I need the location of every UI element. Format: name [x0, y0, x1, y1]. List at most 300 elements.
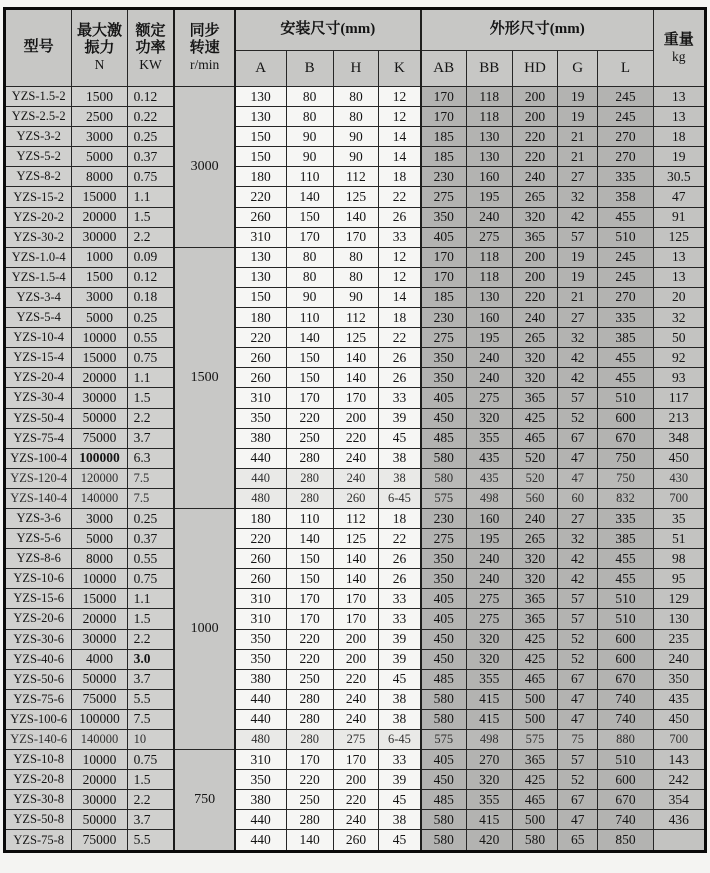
cell-power: 7.5: [127, 488, 174, 508]
cell-bb: 118: [466, 87, 512, 107]
cell-g: 47: [558, 448, 598, 468]
cell-k: 33: [379, 589, 421, 609]
cell-h: 170: [333, 609, 378, 629]
cell-bb: 320: [466, 408, 512, 428]
cell-hd: 500: [512, 709, 557, 729]
cell-bb: 355: [466, 790, 512, 810]
cell-bb: 275: [466, 388, 512, 408]
cell-power: 1.5: [127, 770, 174, 790]
cell-b: 140: [286, 529, 333, 549]
cell-power: 0.75: [127, 569, 174, 589]
cell-bb: 240: [466, 368, 512, 388]
cell-force: 20000: [72, 770, 127, 790]
cell-power: 3.7: [127, 428, 174, 448]
cell-l: 740: [598, 709, 653, 729]
cell-force: 3000: [72, 508, 127, 528]
cell-l: 510: [598, 609, 653, 629]
cell-speed: 1500: [174, 247, 234, 508]
table-row: [5, 348, 706, 368]
cell-bb: 130: [466, 147, 512, 167]
cell-kg: 92: [653, 348, 705, 368]
cell-l: 832: [598, 488, 653, 508]
cell-ab: 580: [421, 448, 466, 468]
cell-b: 170: [286, 609, 333, 629]
cell-kg: 13: [653, 87, 705, 107]
cell-k: 26: [379, 348, 421, 368]
cell-l: 670: [598, 428, 653, 448]
cell-hd: 365: [512, 750, 557, 770]
cell-kg: 117: [653, 388, 705, 408]
cell-a: 260: [235, 549, 286, 569]
cell-g: 27: [558, 508, 598, 528]
cell-h: 140: [333, 569, 378, 589]
cell-kg: 51: [653, 529, 705, 549]
cell-bb: 275: [466, 227, 512, 247]
cell-l: 455: [598, 207, 653, 227]
cell-ab: 185: [421, 127, 466, 147]
cell-a: 130: [235, 107, 286, 127]
cell-a: 260: [235, 368, 286, 388]
cell-power: 1.5: [127, 388, 174, 408]
cell-hd: 220: [512, 287, 557, 307]
cell-h: 260: [333, 830, 378, 851]
cell-a: 220: [235, 529, 286, 549]
cell-power: 0.75: [127, 750, 174, 770]
cell-k: 39: [379, 408, 421, 428]
header-col-l: L: [598, 51, 653, 87]
cell-bb: 240: [466, 348, 512, 368]
cell-model: YZS-30-8: [5, 790, 72, 810]
cell-model: YZS-5-4: [5, 308, 72, 328]
cell-g: 57: [558, 227, 598, 247]
cell-g: 42: [558, 207, 598, 227]
cell-hd: 200: [512, 107, 557, 127]
cell-force: 15000: [72, 187, 127, 207]
cell-k: 18: [379, 508, 421, 528]
header-col-a: A: [235, 51, 286, 87]
cell-h: 80: [333, 267, 378, 287]
table-header: [5, 9, 706, 87]
cell-b: 220: [286, 649, 333, 669]
cell-model: YZS-75-8: [5, 830, 72, 851]
cell-ab: 350: [421, 549, 466, 569]
cell-ab: 580: [421, 810, 466, 830]
cell-force: 75000: [72, 830, 127, 851]
cell-power: 0.55: [127, 549, 174, 569]
cell-bb: 275: [466, 609, 512, 629]
cell-model: YZS-40-6: [5, 649, 72, 669]
cell-force: 30000: [72, 388, 127, 408]
table-row: [5, 328, 706, 348]
cell-model: YZS-50-4: [5, 408, 72, 428]
cell-model: YZS-100-4: [5, 448, 72, 468]
cell-g: 52: [558, 629, 598, 649]
cell-ab: 450: [421, 408, 466, 428]
header-col-hd: HD: [512, 51, 557, 87]
cell-b: 170: [286, 388, 333, 408]
cell-bb: 498: [466, 730, 512, 750]
cell-g: 60: [558, 488, 598, 508]
table-row: [5, 107, 706, 127]
cell-kg: 18: [653, 127, 705, 147]
cell-h: 140: [333, 207, 378, 227]
cell-power: 1.1: [127, 368, 174, 388]
cell-force: 120000: [72, 468, 127, 488]
cell-power: 1.1: [127, 187, 174, 207]
cell-l: 455: [598, 549, 653, 569]
cell-g: 21: [558, 127, 598, 147]
cell-force: 1500: [72, 267, 127, 287]
cell-a: 180: [235, 167, 286, 187]
cell-a: 180: [235, 508, 286, 528]
cell-a: 220: [235, 328, 286, 348]
cell-ab: 170: [421, 267, 466, 287]
cell-h: 220: [333, 669, 378, 689]
cell-a: 440: [235, 468, 286, 488]
cell-ab: 580: [421, 468, 466, 488]
cell-l: 740: [598, 810, 653, 830]
header-model: 型号: [5, 9, 72, 87]
cell-force: 50000: [72, 408, 127, 428]
cell-hd: 520: [512, 468, 557, 488]
table-row: [5, 247, 706, 267]
cell-model: YZS-15-4: [5, 348, 72, 368]
cell-model: YZS-5-2: [5, 147, 72, 167]
cell-a: 440: [235, 448, 286, 468]
cell-b: 220: [286, 408, 333, 428]
table-row: [5, 790, 706, 810]
cell-force: 3000: [72, 287, 127, 307]
cell-b: 140: [286, 187, 333, 207]
cell-h: 80: [333, 87, 378, 107]
cell-power: 7.5: [127, 468, 174, 488]
cell-l: 750: [598, 448, 653, 468]
header-sync-speed: 同步 转速 r/min: [174, 9, 234, 87]
cell-model: YZS-3-6: [5, 508, 72, 528]
cell-l: 510: [598, 750, 653, 770]
cell-k: 6-45: [379, 488, 421, 508]
cell-bb: 195: [466, 328, 512, 348]
cell-bb: 160: [466, 508, 512, 528]
header-rated-power: 额定 功率 KW: [127, 9, 174, 87]
cell-k: 33: [379, 609, 421, 629]
cell-a: 150: [235, 287, 286, 307]
cell-g: 42: [558, 569, 598, 589]
cell-bb: 130: [466, 127, 512, 147]
cell-h: 140: [333, 368, 378, 388]
cell-ab: 580: [421, 709, 466, 729]
cell-force: 2500: [72, 107, 127, 127]
table-row: [5, 408, 706, 428]
cell-l: 880: [598, 730, 653, 750]
cell-kg: 47: [653, 187, 705, 207]
table-row: [5, 287, 706, 307]
cell-k: 22: [379, 187, 421, 207]
cell-power: 0.75: [127, 167, 174, 187]
table-row: [5, 187, 706, 207]
cell-model: YZS-5-6: [5, 529, 72, 549]
cell-ab: 485: [421, 428, 466, 448]
cell-hd: 220: [512, 147, 557, 167]
cell-ab: 185: [421, 287, 466, 307]
cell-a: 480: [235, 730, 286, 750]
cell-k: 12: [379, 267, 421, 287]
cell-kg: 13: [653, 107, 705, 127]
cell-kg: 436: [653, 810, 705, 830]
cell-b: 80: [286, 247, 333, 267]
cell-a: 440: [235, 810, 286, 830]
cell-model: YZS-10-4: [5, 328, 72, 348]
cell-k: 38: [379, 810, 421, 830]
cell-k: 45: [379, 830, 421, 851]
cell-g: 47: [558, 468, 598, 488]
cell-b: 150: [286, 569, 333, 589]
cell-b: 220: [286, 629, 333, 649]
table-body: [5, 87, 706, 852]
table-row: [5, 368, 706, 388]
cell-h: 240: [333, 709, 378, 729]
cell-hd: 320: [512, 549, 557, 569]
cell-l: 270: [598, 287, 653, 307]
cell-b: 280: [286, 709, 333, 729]
cell-force: 4000: [72, 649, 127, 669]
cell-h: 275: [333, 730, 378, 750]
cell-g: 57: [558, 589, 598, 609]
header-col-k: K: [379, 51, 421, 87]
cell-model: YZS-1.5-2: [5, 87, 72, 107]
cell-h: 112: [333, 308, 378, 328]
cell-power: 0.09: [127, 247, 174, 267]
cell-power: 0.22: [127, 107, 174, 127]
cell-k: 18: [379, 167, 421, 187]
cell-bb: 435: [466, 448, 512, 468]
header-weight: 重量 kg: [653, 9, 705, 87]
cell-kg: 13: [653, 247, 705, 267]
cell-b: 150: [286, 549, 333, 569]
cell-a: 260: [235, 207, 286, 227]
cell-g: 67: [558, 428, 598, 448]
cell-l: 385: [598, 529, 653, 549]
cell-ab: 485: [421, 790, 466, 810]
cell-force: 100000: [72, 709, 127, 729]
cell-ab: 405: [421, 227, 466, 247]
cell-h: 200: [333, 408, 378, 428]
table-row: [5, 468, 706, 488]
cell-force: 3000: [72, 127, 127, 147]
cell-g: 47: [558, 810, 598, 830]
cell-l: 740: [598, 689, 653, 709]
cell-power: 2.2: [127, 227, 174, 247]
cell-power: 0.37: [127, 529, 174, 549]
cell-hd: 200: [512, 247, 557, 267]
cell-g: 57: [558, 750, 598, 770]
cell-a: 130: [235, 87, 286, 107]
cell-h: 90: [333, 287, 378, 307]
cell-kg: 700: [653, 730, 705, 750]
cell-hd: 465: [512, 790, 557, 810]
header-col-h: H: [333, 51, 378, 87]
cell-power: 1.5: [127, 207, 174, 227]
table-row: [5, 508, 706, 528]
cell-h: 200: [333, 649, 378, 669]
cell-power: 0.18: [127, 287, 174, 307]
cell-g: 52: [558, 408, 598, 428]
cell-force: 5000: [72, 308, 127, 328]
cell-l: 245: [598, 87, 653, 107]
cell-kg: 350: [653, 669, 705, 689]
cell-a: 380: [235, 669, 286, 689]
table-row: [5, 709, 706, 729]
cell-b: 280: [286, 810, 333, 830]
cell-power: 2.2: [127, 629, 174, 649]
cell-h: 260: [333, 488, 378, 508]
cell-g: 27: [558, 167, 598, 187]
cell-b: 90: [286, 287, 333, 307]
cell-force: 5000: [72, 147, 127, 167]
cell-b: 150: [286, 207, 333, 227]
cell-l: 270: [598, 147, 653, 167]
cell-a: 350: [235, 629, 286, 649]
cell-speed: 3000: [174, 87, 234, 248]
cell-power: 1.5: [127, 609, 174, 629]
header-col-ab: AB: [421, 51, 466, 87]
cell-l: 335: [598, 308, 653, 328]
cell-force: 30000: [72, 629, 127, 649]
cell-hd: 365: [512, 227, 557, 247]
cell-l: 670: [598, 790, 653, 810]
cell-l: 270: [598, 127, 653, 147]
cell-model: YZS-75-6: [5, 689, 72, 709]
table-row: [5, 569, 706, 589]
cell-k: 33: [379, 388, 421, 408]
cell-h: 80: [333, 247, 378, 267]
cell-k: 45: [379, 669, 421, 689]
cell-model: YZS-15-6: [5, 589, 72, 609]
cell-h: 240: [333, 468, 378, 488]
cell-ab: 350: [421, 368, 466, 388]
cell-kg: 450: [653, 709, 705, 729]
cell-hd: 365: [512, 589, 557, 609]
table-row: [5, 207, 706, 227]
table-row: [5, 629, 706, 649]
cell-force: 20000: [72, 207, 127, 227]
cell-hd: 575: [512, 730, 557, 750]
cell-kg: 348: [653, 428, 705, 448]
cell-k: 18: [379, 308, 421, 328]
cell-ab: 580: [421, 689, 466, 709]
cell-kg: 235: [653, 629, 705, 649]
cell-force: 30000: [72, 790, 127, 810]
cell-hd: 240: [512, 308, 557, 328]
table-row: [5, 589, 706, 609]
cell-l: 335: [598, 167, 653, 187]
cell-h: 140: [333, 348, 378, 368]
cell-hd: 500: [512, 689, 557, 709]
cell-hd: 560: [512, 488, 557, 508]
cell-a: 350: [235, 408, 286, 428]
cell-hd: 425: [512, 408, 557, 428]
cell-b: 110: [286, 508, 333, 528]
cell-ab: 275: [421, 328, 466, 348]
cell-h: 170: [333, 589, 378, 609]
table-row: [5, 488, 706, 508]
cell-bb: 320: [466, 629, 512, 649]
cell-hd: 240: [512, 167, 557, 187]
cell-a: 310: [235, 750, 286, 770]
cell-model: YZS-75-4: [5, 428, 72, 448]
cell-force: 1500: [72, 87, 127, 107]
cell-b: 90: [286, 127, 333, 147]
cell-kg: 435: [653, 689, 705, 709]
cell-model: YZS-30-2: [5, 227, 72, 247]
cell-l: 600: [598, 770, 653, 790]
cell-b: 80: [286, 87, 333, 107]
cell-force: 50000: [72, 810, 127, 830]
cell-b: 280: [286, 488, 333, 508]
cell-hd: 320: [512, 569, 557, 589]
cell-bb: 435: [466, 468, 512, 488]
cell-kg: 91: [653, 207, 705, 227]
cell-h: 112: [333, 508, 378, 528]
cell-kg: 450: [653, 448, 705, 468]
cell-g: 21: [558, 287, 598, 307]
header-outline-dims: 外形尺寸(mm): [421, 9, 653, 51]
table-row: [5, 87, 706, 107]
cell-a: 150: [235, 127, 286, 147]
cell-g: 47: [558, 709, 598, 729]
cell-power: 2.2: [127, 790, 174, 810]
cell-kg: 354: [653, 790, 705, 810]
table-row: [5, 267, 706, 287]
spec-table: [3, 7, 707, 853]
cell-hd: 425: [512, 649, 557, 669]
cell-force: 8000: [72, 549, 127, 569]
cell-model: YZS-100-6: [5, 709, 72, 729]
cell-kg: 213: [653, 408, 705, 428]
cell-b: 170: [286, 227, 333, 247]
cell-model: YZS-30-4: [5, 388, 72, 408]
cell-h: 90: [333, 127, 378, 147]
cell-k: 38: [379, 448, 421, 468]
cell-l: 358: [598, 187, 653, 207]
cell-g: 32: [558, 187, 598, 207]
cell-a: 310: [235, 589, 286, 609]
cell-b: 250: [286, 428, 333, 448]
cell-kg: 700: [653, 488, 705, 508]
cell-power: 2.2: [127, 408, 174, 428]
cell-bb: 240: [466, 569, 512, 589]
cell-l: 510: [598, 388, 653, 408]
cell-kg: [653, 830, 705, 851]
cell-b: 140: [286, 328, 333, 348]
table-row: [5, 730, 706, 750]
cell-b: 280: [286, 689, 333, 709]
cell-g: 32: [558, 328, 598, 348]
cell-ab: 575: [421, 730, 466, 750]
cell-h: 112: [333, 167, 378, 187]
cell-b: 80: [286, 267, 333, 287]
cell-k: 38: [379, 709, 421, 729]
cell-hd: 425: [512, 770, 557, 790]
cell-power: 3.7: [127, 810, 174, 830]
cell-force: 50000: [72, 669, 127, 689]
cell-hd: 320: [512, 368, 557, 388]
cell-k: 38: [379, 468, 421, 488]
cell-ab: 405: [421, 589, 466, 609]
cell-bb: 415: [466, 810, 512, 830]
cell-bb: 420: [466, 830, 512, 851]
cell-hd: 200: [512, 267, 557, 287]
